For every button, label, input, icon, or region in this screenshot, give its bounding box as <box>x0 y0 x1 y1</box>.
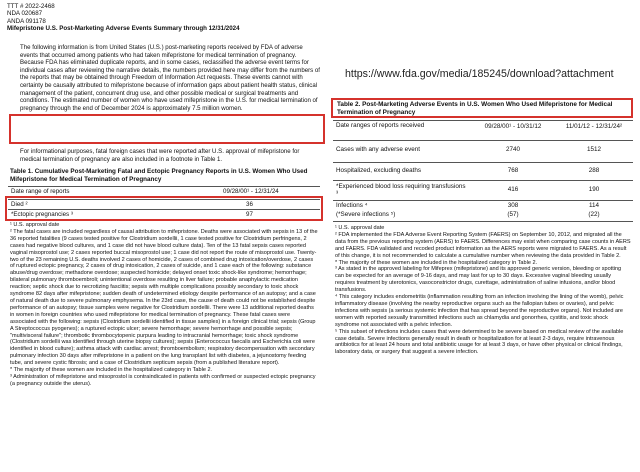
table2-row-v2: 1512 <box>586 146 601 153</box>
table2-row <box>333 200 633 222</box>
table2-row <box>333 140 633 161</box>
table2-col1: 09/28/00¹ - 10/31/12 <box>484 123 542 130</box>
table1-title: Table 1. Cumulative Post-Marketing Fatal and Ectopic Pregnancy Reports in U.S. Women Who Used Mifepristone for Medical Termination of Pregnancy <box>10 168 308 183</box>
table2-row-v1: 2740 <box>505 146 520 153</box>
table2-footnote: ⁵ This subset of infections includes cases that were determined to be severe based on medical review of the available case details. Severe infections generally result in death or hospitalization for at least 2-3 days, require intravenous antibiotics for at least 24 hours and total antibiotic usage for at least 3 days, or have other physical or clinical findings, laboratory data, or surgery that suggest a severe infection. <box>335 328 624 356</box>
table1-row-label: Died ² <box>11 201 28 208</box>
table1-header-row <box>8 186 320 195</box>
highlight-box-table1 <box>5 196 323 221</box>
source-url[interactable]: https://www.fda.gov/media/185245/download?attachment <box>345 68 614 80</box>
table2-title: Table 2. Post-Marketing Adverse Events in U.S. Women Who Used Mifepristone for Medical Termination of Pregnancy <box>337 101 613 116</box>
table2-row-label: Hospitalized, excluding deaths <box>336 167 422 174</box>
table2-row-v2: 114 <box>588 202 600 209</box>
table2-row-v1: (57) <box>507 211 519 218</box>
table2-row-v1: 308 <box>507 202 519 209</box>
highlight-box-table2 <box>331 98 633 118</box>
table2-row-v2: 190 <box>588 186 600 193</box>
table2-row <box>333 180 633 199</box>
table2-footnote: ² FDA implemented the FDA Adverse Event Reporting System (FAERS) on September 10, 2012, and migrated all the data from the previous reporting system (AERS) to FAERS. Differences may exist when comparing case counts in AERS and FAERS. FDA validated and recoded product information as the AERS reports were migrated to FAERS. As a result of this change, it is not recommended to calculate a cumulative number when reviewing the data provided in Table 2. <box>335 231 631 259</box>
table1-footnote: * The majority of these women are included in the hospitalized category in Table 2. <box>10 367 213 374</box>
table1-footnote: ³ Administration of mifepristone and misoprostol is contraindicated in patients with confirmed or suspected ectopic pregnancy (a pregnancy outside the uterus). <box>10 373 316 387</box>
table2-row-v2: (22) <box>588 211 600 218</box>
table1-row-value: 97 <box>246 211 253 218</box>
table1-footnote: ¹ U.S. approval date <box>10 222 60 228</box>
ttt-number: TTT # 2022-2468 <box>7 3 55 10</box>
highlight-box-estimate <box>9 114 325 144</box>
table2-col-header: Date ranges of reports received <box>336 122 425 129</box>
intro-paragraph-2: For informational purposes, fatal foreign cases that were reported after U.S. approval of mifepristone for medical termination of pregnancy are also included in a footnote in Table 1. <box>20 148 300 163</box>
table2-footnote: ³ As stated in the approved labeling for Mifeprex (mifepristone) and its approved generic version, bleeding or spotting can be expected for an average of 9-16 days, and may last for up to 30 days. Excessive vaginal bleeding usually requires treatment by uterotonics, vasoconstrictor drugs, curettage, administration of saline infusions, and/or blood transfusions. <box>335 266 622 294</box>
table2-row-v1: 416 <box>507 186 519 193</box>
table1-row-label: *Ectopic pregnancies ³ <box>11 211 73 218</box>
anda-number: ANDA 091178 <box>7 17 46 25</box>
table1-col-header: Date range of reports <box>11 188 70 195</box>
table2-row-label: (*Severe infections ⁵) <box>336 211 396 218</box>
table1-col-date: 09/28/00¹ - 12/31/24 <box>223 188 279 195</box>
table2-footnote: ¹ U.S. approval date <box>335 225 385 231</box>
table2-row-label: *Experienced blood loss requiring transfusions ³ <box>336 183 466 198</box>
table2-footnote: ⁴ This category includes endometritis (inflammation resulting from an infection involving the lining of the womb), pelvic inflammatory disease (involving the nearby reproductive organs such as the fallopian tubes or ovaries), and pelvic infections with sepsis (a serious systemic infection that has spread beyond the reproductive organs). Not included are women with reported sexually transmitted infections such as chlamydia and gonorrhea, cystitis, and toxic shock syndrome not associated with a pelvic infection. <box>335 294 624 328</box>
table1-footnotes <box>10 222 318 388</box>
table2-row-label: Infections ⁴ <box>336 202 368 209</box>
table2-footnote: * The majority of these women are included in the hospitalized category in Table 2. <box>335 259 538 266</box>
table2-row <box>333 162 633 179</box>
table2-footnotes <box>335 225 631 356</box>
table2-col2: 11/01/12 - 12/31/24² <box>565 123 623 130</box>
document-title: Mifepristone U.S. Post-Marketing Adverse Events Summary through 12/31/2024 <box>7 25 240 33</box>
table1-row-value: 36 <box>246 201 253 208</box>
document-header <box>7 3 240 33</box>
table2-row-label: Cases with any adverse event <box>336 146 421 153</box>
nda-number: NDA 020687 <box>7 10 43 18</box>
intro-paragraph: The following information is from United States (U.S.) post-marketing reports received by FDA of adverse events that occurred among patients who had taken mifepristone for medical termination of pregnancy. Because FDA has eliminated duplicate reports, and in some cases, reclassified the adverse event terms for individual cases after reviewing the narrative details, the numbers provided here may differ from the numbers of the reports that may be obtained through Freedom of Information Act requests. These events cannot with certainty be causally attributed to mifepristone because of information gaps about patient health status, clinical management of the patient, concurrent drug use, and other possible medical or surgical treatments and conditions. The estimated number of women who have used mifepristone in the U.S. for medical termination of pregnancy through the end of December 2024 is approximately 7.5 million women. <box>20 44 320 112</box>
table2-header-row <box>333 120 633 137</box>
table2-row-v1: 768 <box>507 167 519 174</box>
table2-row-v2: 288 <box>588 167 600 174</box>
table1-footnote: ² The fatal cases are included regardless of causal attribution to mifepristone. Deaths were associated with sepsis in 13 of the 36 reported fatalities (9 cases tested positive for Clostridium sordellii, 1 case tested positive for Clostridium perfringens, 2 cases had negative blood cultures, and 1 case did not have blood culture data). Ten of the 13 fatal sepsis cases reported vaginal misoprostol use; 2 cases reported buccal misoprostol use; 1 case did not report the route of misoprostol use. Twenty-two of the 23 remaining U.S. deaths involved 2 cases of homicide, 2 cases of combined drug intoxication/overdose, 2 cases of ruptured ectopic pregnancy, 2 cases of drug intoxication, 2 cases of suicide, and 1 case each of the following: substance abuse/drug overdose; methadone overdose; suspected homicide; delayed onset toxic shock-like syndrome; hemorrhage; bilateral pulmonary thromboembroli; unintentional overdose resulting in liver failure; probable anaphylactic medication reaction; septic shock due to necrotizing fasciitis; sepsis with multiple complications possibly secondary to toxic shock syndrome 82 days after mifepristone; sudden death of undetermined etiology despite performance of an autopsy; and a case of natural death due to severe pulmonary emphysema. In the 23rd case, the cause of death could not be established despite performance of an autopsy; tissue samples were negative for Clostridium sordellii. There were 13 additional reported deaths in women in foreign countries who used mifepristone for medical termination of pregnancy. These fatal cases were associated with the following: sepsis (Clostridium sordellii identified in tissue samples) in a foreign clinical trial; sepsis (Group A Streptococcus pyogenes); a ruptured ectopic ulcer; severe hemorrhage; severe hemorrhage and possible sepsis; "multivisceral failure"; thrombotic thrombocytopenic purpura leading to intracranial hemorrhage; toxic shock syndrome (Clostridium sordellii was identified through uterine biopsy cultures); sepsis (Enterococcus faecalis and Escherichia coli were identified in blood culture); asthma attack with cardiac arrest; thromboembolism; respiratory decompensation with secondary pulmonary infection 30 days after mifepristone in a patient on the lung transplant list with diabetes, a jejunostomy feeding tube, and severe cystic fibrosis; and a case of Clostridium septicum sepsis (from a published literature report). <box>10 228 318 367</box>
